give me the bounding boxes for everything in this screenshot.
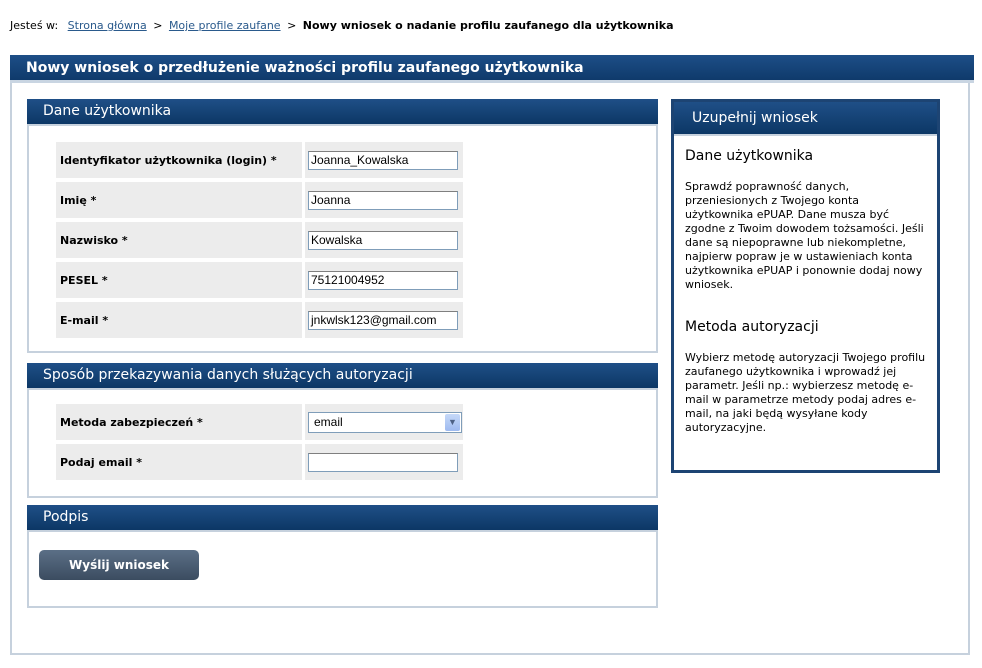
user-data-section — [27, 99, 658, 353]
method-select-value: email — [314, 414, 343, 429]
login-label: Identyfikator użytkownika (login) * — [56, 142, 302, 182]
last-name-label: Nazwisko * — [56, 222, 302, 262]
auth-email-label: Podaj email * — [56, 444, 302, 484]
signature-section — [27, 505, 658, 608]
breadcrumb-separator: > — [287, 19, 297, 32]
pesel-label: PESEL * — [56, 262, 302, 302]
form-row-method — [56, 404, 463, 444]
pesel-field[interactable]: 75121004952 — [308, 271, 458, 290]
breadcrumb-link-profiles[interactable]: Moje profile zaufane — [168, 19, 281, 32]
form-row-login — [56, 142, 463, 182]
breadcrumb — [10, 19, 674, 32]
auth-email-field[interactable] — [308, 453, 458, 472]
breadcrumb-prefix: Jesteś w: — [10, 19, 59, 32]
auth-section-title: Sposób przekazywania danych służących autoryzacji — [27, 363, 658, 390]
help-text-user-data: Sprawdź poprawność danych, przeniesionych z Twojego konta użytkownika ePUAP. Dane musza być zgodne z Twoim dowodem tożsamości. Jeśli dane są niepoprawne lub niekompletne, najpierw popraw je w ustawieniach konta użytkownika ePUAP i ponownie dodaj nowy wniosek. — [685, 180, 924, 291]
first-name-field[interactable]: Joanna — [308, 191, 458, 210]
form-row-first-name — [56, 182, 463, 222]
help-panel-title: Uzupełnij wniosek — [674, 102, 937, 136]
auth-section — [27, 363, 658, 498]
email-field[interactable]: jnkwlsk123@gmail.com — [308, 311, 458, 330]
chevron-down-icon[interactable]: ▼ — [445, 414, 460, 431]
auth-form — [56, 404, 463, 484]
submit-button[interactable]: Wyślij wniosek — [39, 550, 199, 580]
form-row-last-name — [56, 222, 463, 262]
method-select[interactable] — [308, 412, 462, 433]
user-data-section-title: Dane użytkownika — [27, 99, 658, 126]
form-row-pesel — [56, 262, 463, 302]
help-panel — [671, 99, 940, 473]
breadcrumb-link-home[interactable]: Strona główna — [67, 19, 147, 32]
first-name-label: Imię * — [56, 182, 302, 222]
breadcrumb-separator: > — [153, 19, 163, 32]
help-text-auth-method: Wybierz metodę autoryzacji Twojego profilu zaufanego użytkownika i wprowadź jej parametr. Jeśli np.: wybierzesz metodę e-mail w parametrze metody podaj adres e-mail, na jaki będą wysyłane kody autoryzacyjne. — [685, 351, 926, 434]
signature-section-title: Podpis — [27, 505, 658, 532]
help-heading-user-data: Dane użytkownika — [685, 148, 814, 164]
page-title: Nowy wniosek o przedłużenie ważności profilu zaufanego użytkownika — [10, 55, 974, 83]
form-row-auth-email — [56, 444, 463, 484]
login-field[interactable]: Joanna_Kowalska — [308, 151, 458, 170]
email-label: E-mail * — [56, 302, 302, 342]
method-label: Metoda zabezpieczeń * — [56, 404, 302, 444]
last-name-field[interactable]: Kowalska — [308, 231, 458, 250]
breadcrumb-current: Nowy wniosek o nadanie profilu zaufanego dla użytkownika — [302, 19, 674, 32]
help-heading-auth-method: Metoda autoryzacji — [685, 319, 819, 335]
form-row-email — [56, 302, 463, 342]
user-data-form — [56, 142, 463, 342]
